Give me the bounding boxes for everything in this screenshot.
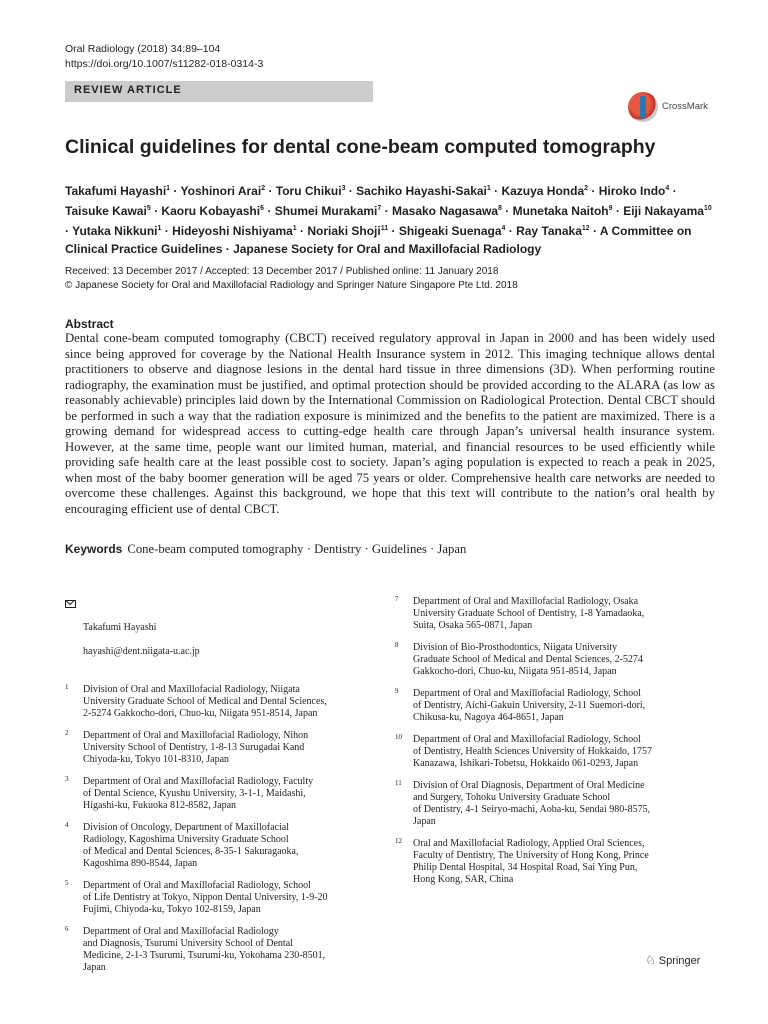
author-name: Munetaka Naitoh <box>512 204 609 219</box>
received-dates: Received: 13 December 2017 / Accepted: 13 December 2017 / Published online: 11 January 2018 <box>65 266 499 277</box>
affiliation-text: Department of Oral and Maxillofacial Radiology, School of Dentistry, Aichi-Gakuin University, 2-11 Suemori-dori, Chikusa-ku, Nagoya 464-8651, Japan <box>413 688 646 723</box>
affiliation-entry <box>65 926 365 974</box>
journal-doi[interactable]: https://doi.org/10.1007/s11282-018-0314-3 <box>65 58 264 70</box>
author-affiliation-number: 1 <box>486 185 491 192</box>
author-affiliation-number: 1 <box>292 225 297 233</box>
author-name: Hideyoshi Nishiyama <box>172 224 293 239</box>
affiliation-text: Department of Oral and Maxillofacial Radiology, Faculty of Dental Science, Kyushu University, 3-1-1, Maidashi, Higashi-ku, Fukuoka 812-8582, Japan <box>83 776 314 811</box>
author-name: Yoshinori Arai <box>180 184 262 198</box>
author-name: Kazuya Honda <box>501 184 585 198</box>
journal-header <box>65 42 263 72</box>
abstract-heading: Abstract <box>65 317 114 331</box>
affiliation-entry <box>395 734 695 770</box>
affiliation-number: 10 <box>395 733 402 741</box>
article-type-banner <box>65 81 373 102</box>
author-name: Eiji Nakayama <box>623 204 704 219</box>
affiliation-entry <box>65 822 365 870</box>
author-affiliation-number: 8 <box>498 205 502 213</box>
affiliation-text: Division of Oral and Maxillofacial Radiology, Niigata University Graduate School of Medical and Dental Sciences, 2-5274 Gakkocho-dori, Chuo-ku, Niigata 951-8514, Japan <box>83 684 327 719</box>
author-name: Masako Nagasawa <box>391 204 499 219</box>
corresponding-author <box>65 598 365 670</box>
author-name: Yutaka Nikkuni <box>72 224 158 239</box>
crossmark-label: CrossMark <box>662 101 708 112</box>
journal-citation: Oral Radiology (2018) 34:89–104 <box>65 43 221 55</box>
affiliation-entry <box>395 780 695 828</box>
affiliation-entry <box>65 776 365 812</box>
affiliation-number: 11 <box>395 779 402 787</box>
author-affiliation-number: 3 <box>341 185 346 192</box>
copyright-notice: © Japanese Society for Oral and Maxillofacial Radiology and Springer Nature Singapore Pte Ltd. 2018 <box>65 280 518 291</box>
affiliation-entry <box>65 880 365 916</box>
affiliation-number: 12 <box>395 837 402 845</box>
keywords-text: Cone-beam computed tomography · Dentistry · Guidelines · Japan <box>127 542 467 556</box>
affiliation-number: 4 <box>65 821 69 829</box>
keywords-line <box>65 542 466 557</box>
author-name: Noriaki Shoji <box>307 224 381 239</box>
author-affiliation-number: 1 <box>166 185 171 192</box>
author-name: Sachiko Hayashi-Sakai <box>356 184 487 198</box>
affiliation-entry <box>395 688 695 724</box>
affiliation-number: 9 <box>395 687 399 695</box>
keywords-heading: Keywords <box>65 542 123 556</box>
affiliation-number: 2 <box>65 729 69 737</box>
author-affiliation-number: 10 <box>703 205 712 213</box>
corresponding-email[interactable]: hayashi@dent.niigata-u.ac.jp <box>83 646 200 657</box>
author-name: Shigeaki Suenaga <box>398 224 502 239</box>
affiliation-number: 1 <box>65 683 69 691</box>
affiliation-text: Department of Oral and Maxillofacial Radiology, School of Dentistry, Health Sciences University of Hokkaido, 1757 Kanazawa, Ishikari-Tobetsu, Hokkaido 061-0293, Japan <box>413 734 653 769</box>
affiliation-entry <box>65 684 365 720</box>
author-name: Ray Tanaka <box>516 224 582 239</box>
author-affiliation-number: 9 <box>608 205 613 213</box>
author-affiliation-number: 2 <box>261 185 266 192</box>
affiliation-text: Department of Oral and Maxillofacial Radiology, Osaka University Graduate School of Dentistry, 1-8 Yamadaoka, Suita, Osaka 565-0871, Japan <box>413 596 645 631</box>
publication-history <box>65 265 518 293</box>
article-title: Clinical guidelines for dental cone-beam computed tomography <box>65 136 656 158</box>
affiliation-entry <box>65 730 365 766</box>
author-name: A Committee on Clinical Practice Guidelines <box>65 224 692 256</box>
author-name: Kaoru Kobayashi <box>161 204 261 219</box>
publisher-label: Springer <box>658 955 701 967</box>
affiliation-text: Department of Oral and Maxillofacial Radiology, School of Life Dentistry at Tokyo, Nippon Dental University, 1-9-20 Fujimi, Chiyoda-ku, Tokyo 102-8159, Japan <box>83 880 328 915</box>
author-affiliation-number: 4 <box>501 225 506 233</box>
affiliation-text: Division of Oncology, Department of Maxillofacial Radiology, Kagoshima University Graduate School of Medical and Dental Sciences, 8-35-1 Sakuragaoka, Kagoshima 890-8544, Japan <box>83 822 299 869</box>
abstract-body: Dental cone-beam computed tomography (CBCT) received regulatory approval in Japan in 2000 and has been widely used since being approved for coverage by the National Health Insurance system in 2012. This imaging technique allows dental practitioners to observe and diagnose lesions in the dental hard tissue in three dimensions (3D). When performing routine radiography, the examination must be justified, and optimal protection should be provided according to the ALARA (as low as reasonably achievable) principles laid down by the International Commission on Radiological Protection. Dental CBCT should be performed in such a way that the radiation exposure is minimized and the benefits to the patient are maximized. There is a growing demand for widespread access to cutting-edge health care through Japan’s universal health insurance system. However, at the same time, people want our limited human, material, and financial resources to be used efficiently while providing safe health care at the least possible cost to society. Japan’s aging population is expected to reach a peak in 2025, when most of the baby boomer generation will be aged 75 years or older. Comprehensive health care networks are needed to overcome these challenges. Against this background, we hope that this text will contribute to the nation’s oral health by encouraging efficient use of dental CBCT. <box>65 331 715 516</box>
author-name: Japanese Society for Oral and Maxillofacial Radiology <box>233 241 542 256</box>
author-affiliation-number: 11 <box>380 225 389 233</box>
author-affiliation-number: 1 <box>157 225 162 233</box>
affiliation-entry <box>395 596 695 632</box>
affiliations-right-column <box>395 596 695 896</box>
author-name: Toru Chikui <box>275 184 342 198</box>
publisher-logo <box>645 953 700 967</box>
crossmark-icon <box>628 92 658 122</box>
author-affiliation-number: 6 <box>260 205 265 213</box>
affiliation-text: Department of Oral and Maxillofacial Radiology and Diagnosis, Tsurumi University School of Dental Medicine, 2-1-3 Tsurumi, Tsurumi-ku, Yokohama 230-8501, Japan <box>83 926 326 973</box>
author-affiliation-number: 12 <box>581 225 590 233</box>
author-name: Taisuke Kawai <box>65 204 147 219</box>
author-name: Hiroko Indo <box>598 184 666 198</box>
affiliation-entry <box>395 642 695 678</box>
author-name: Shumei Murakami <box>274 204 378 219</box>
affiliation-number: 5 <box>65 879 69 887</box>
author-affiliation-number: 4 <box>665 185 670 192</box>
affiliation-text: Division of Oral Diagnosis, Department of Oral Medicine and Surgery, Tohoku University Graduate School of Dentistry, 4-1 Seiryo-machi, Aoba-ku, Sendai 980-8575, Japan <box>413 780 651 827</box>
affiliation-number: 3 <box>65 775 69 783</box>
affiliation-number: 7 <box>395 595 399 603</box>
crossmark-badge[interactable] <box>628 92 708 124</box>
affiliation-number: 8 <box>395 641 399 649</box>
corresponding-name: Takafumi Hayashi <box>83 622 157 633</box>
affiliation-entry <box>395 838 695 886</box>
affiliations-left-column <box>65 598 365 984</box>
affiliation-text: Oral and Maxillofacial Radiology, Applied Oral Sciences, Faculty of Dentistry, The University of Hong Kong, Prince Philip Dental Hospital, 34 Hospital Road, Sai Ying Pun, Hong Kong, SAR, China <box>413 838 649 885</box>
author-affiliation-number: 7 <box>377 205 382 213</box>
envelope-icon <box>65 600 76 608</box>
author-affiliation-number: 2 <box>584 185 589 192</box>
author-list: Takafumi Hayashi$^1$ · Yoshinori Arai$^2$ · Toru Chikui$^3$ · Sachiko Hayashi-Sakai$^1$ · Kazuya Honda$^2$ · Hiroko Indo$^4$ · Taisuke Kawai$^5$ · Kaoru Kobayashi$^6$ · Shumei Murakami$^7$ · Masako Nagasawa$^8$ · Munetaka Naitoh$^9$ · Eiji Nakayama$^{10}$ · Yutaka Nikkuni$^1$ · Hideyoshi Nishiyama$^1$ · Noriaki Shoji$^{11}$ · Shigeaki Suenaga$^4$ · Ray Tanaka$^{12}$ · A Committee on Clinical Practice Guidelines · Japanese Society for Oral and Maxillofacial Radiology <box>65 184 712 256</box>
article-type-label: REVIEW ARTICLE <box>74 84 182 96</box>
affiliation-text: Department of Oral and Maxillofacial Radiology, Nihon University School of Dentistry, 1-8-13 Surugadai Kand Chiyoda-ku, Tokyo 101-8310, Japan <box>83 730 309 765</box>
author-name: Takafumi Hayashi <box>65 184 167 198</box>
affiliation-number: 6 <box>65 925 69 933</box>
affiliation-text: Division of Bio-Prosthodontics, Niigata University Graduate School of Medical and Dental Sciences, 2-5274 Gakkocho-dori, Chuo-ku, Niigata 951-8514, Japan <box>413 642 643 677</box>
author-affiliation-number: 5 <box>146 205 151 213</box>
springer-horse-icon: ♘ <box>645 953 656 967</box>
